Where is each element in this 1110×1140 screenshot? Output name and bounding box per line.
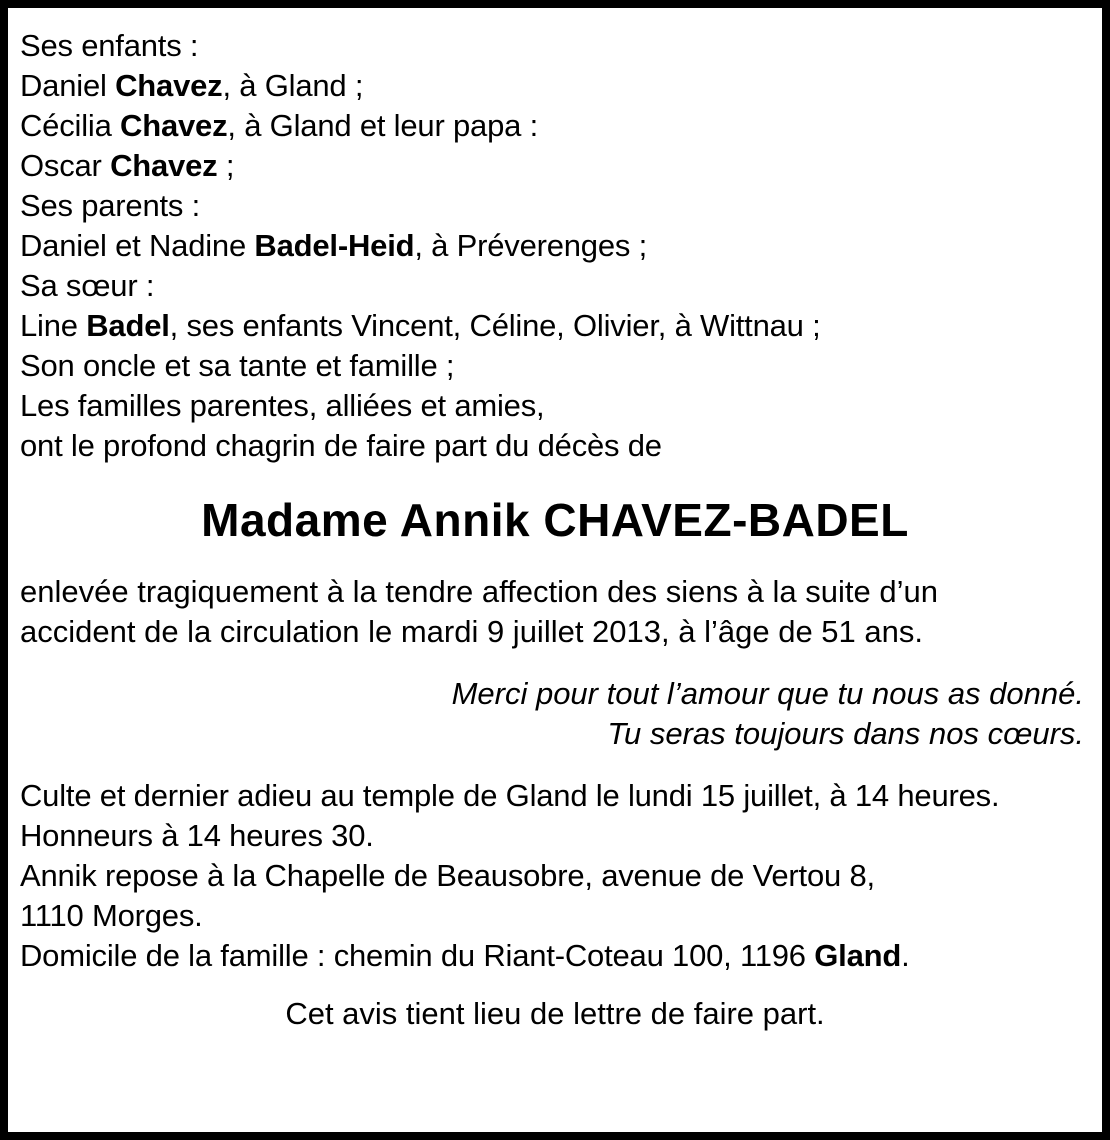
child-1: [20, 66, 1090, 106]
text-run: Ses enfants :: [20, 28, 199, 63]
deceased-name: Madame Annik CHAVEZ-BADEL: [201, 494, 909, 546]
text-run: , à Gland et leur papa :: [227, 108, 538, 143]
text-run: Sa sœur :: [20, 268, 155, 303]
service-2: [20, 816, 1090, 856]
text-run: ;: [217, 148, 235, 183]
family-list: [20, 26, 1090, 466]
text-run: , à Préverenges ;: [414, 228, 648, 263]
children-header: [20, 26, 1090, 66]
text-run: 1110 Morges.: [20, 898, 203, 933]
circumstance-line-1: enlevée tragiquement à la tendre affection des siens à la suite d’un: [20, 574, 938, 609]
text-run: Annik repose à la Chapelle de Beausobre, avenue de Vertou 8,: [20, 858, 875, 893]
text-run: Les familles parentes, alliées et amies,: [20, 388, 545, 423]
sister: [20, 306, 1090, 346]
quote-line-1: Merci pour tout l’amour que tu nous as donné.: [451, 676, 1084, 711]
parents: [20, 226, 1090, 266]
text-run: , à Gland ;: [222, 68, 364, 103]
relatives: [20, 386, 1090, 426]
text-run: Ses parents :: [20, 188, 201, 223]
text-run: .: [901, 938, 910, 973]
circumstance-line-2: accident de la circulation le mardi 9 juillet 2013, à l’âge de 51 ans.: [20, 614, 923, 649]
text-run: Culte et dernier adieu au temple de Gland le lundi 15 juillet, à 14 heures.: [20, 778, 1000, 813]
closing-note: Cet avis tient lieu de lettre de faire part.: [285, 996, 825, 1031]
text-run: Son oncle et sa tante et famille ;: [20, 348, 455, 383]
text-run: , ses enfants Vincent, Céline, Olivier, à Wittnau ;: [169, 308, 821, 343]
surname-emphasis: Badel-Heid: [254, 228, 415, 263]
surname-emphasis: Badel: [86, 308, 170, 343]
circumstances-block: [20, 572, 1090, 652]
text-run: Daniel: [20, 68, 116, 103]
text-run: Daniel et Nadine: [20, 228, 255, 263]
parents-header: [20, 186, 1090, 226]
surname-emphasis: Gland: [814, 938, 902, 973]
service-5: [20, 936, 1090, 976]
service-3: [20, 856, 1090, 896]
uncle-aunt: [20, 346, 1090, 386]
surname-emphasis: Chavez: [120, 108, 228, 143]
quote-line-2: Tu seras toujours dans nos cœurs.: [607, 716, 1084, 751]
service-details: [20, 776, 1090, 976]
death-notice-card: [8, 8, 1102, 1132]
child-2: [20, 106, 1090, 146]
text-run: Oscar: [20, 148, 111, 183]
father: [20, 146, 1090, 186]
text-run: Line: [20, 308, 87, 343]
announcement: [20, 426, 1090, 466]
text-run: Cécilia: [20, 108, 121, 143]
quote-block: [20, 674, 1090, 754]
text-run: Honneurs à 14 heures 30.: [20, 818, 374, 853]
text-run: ont le profond chagrin de faire part du décès de: [20, 428, 662, 463]
service-4: [20, 896, 1090, 936]
surname-emphasis: Chavez: [110, 148, 218, 183]
surname-emphasis: Chavez: [115, 68, 223, 103]
service-1: [20, 776, 1090, 816]
text-run: Domicile de la famille : chemin du Riant-Coteau 100, 1196: [20, 938, 815, 973]
sister-header: [20, 266, 1090, 306]
